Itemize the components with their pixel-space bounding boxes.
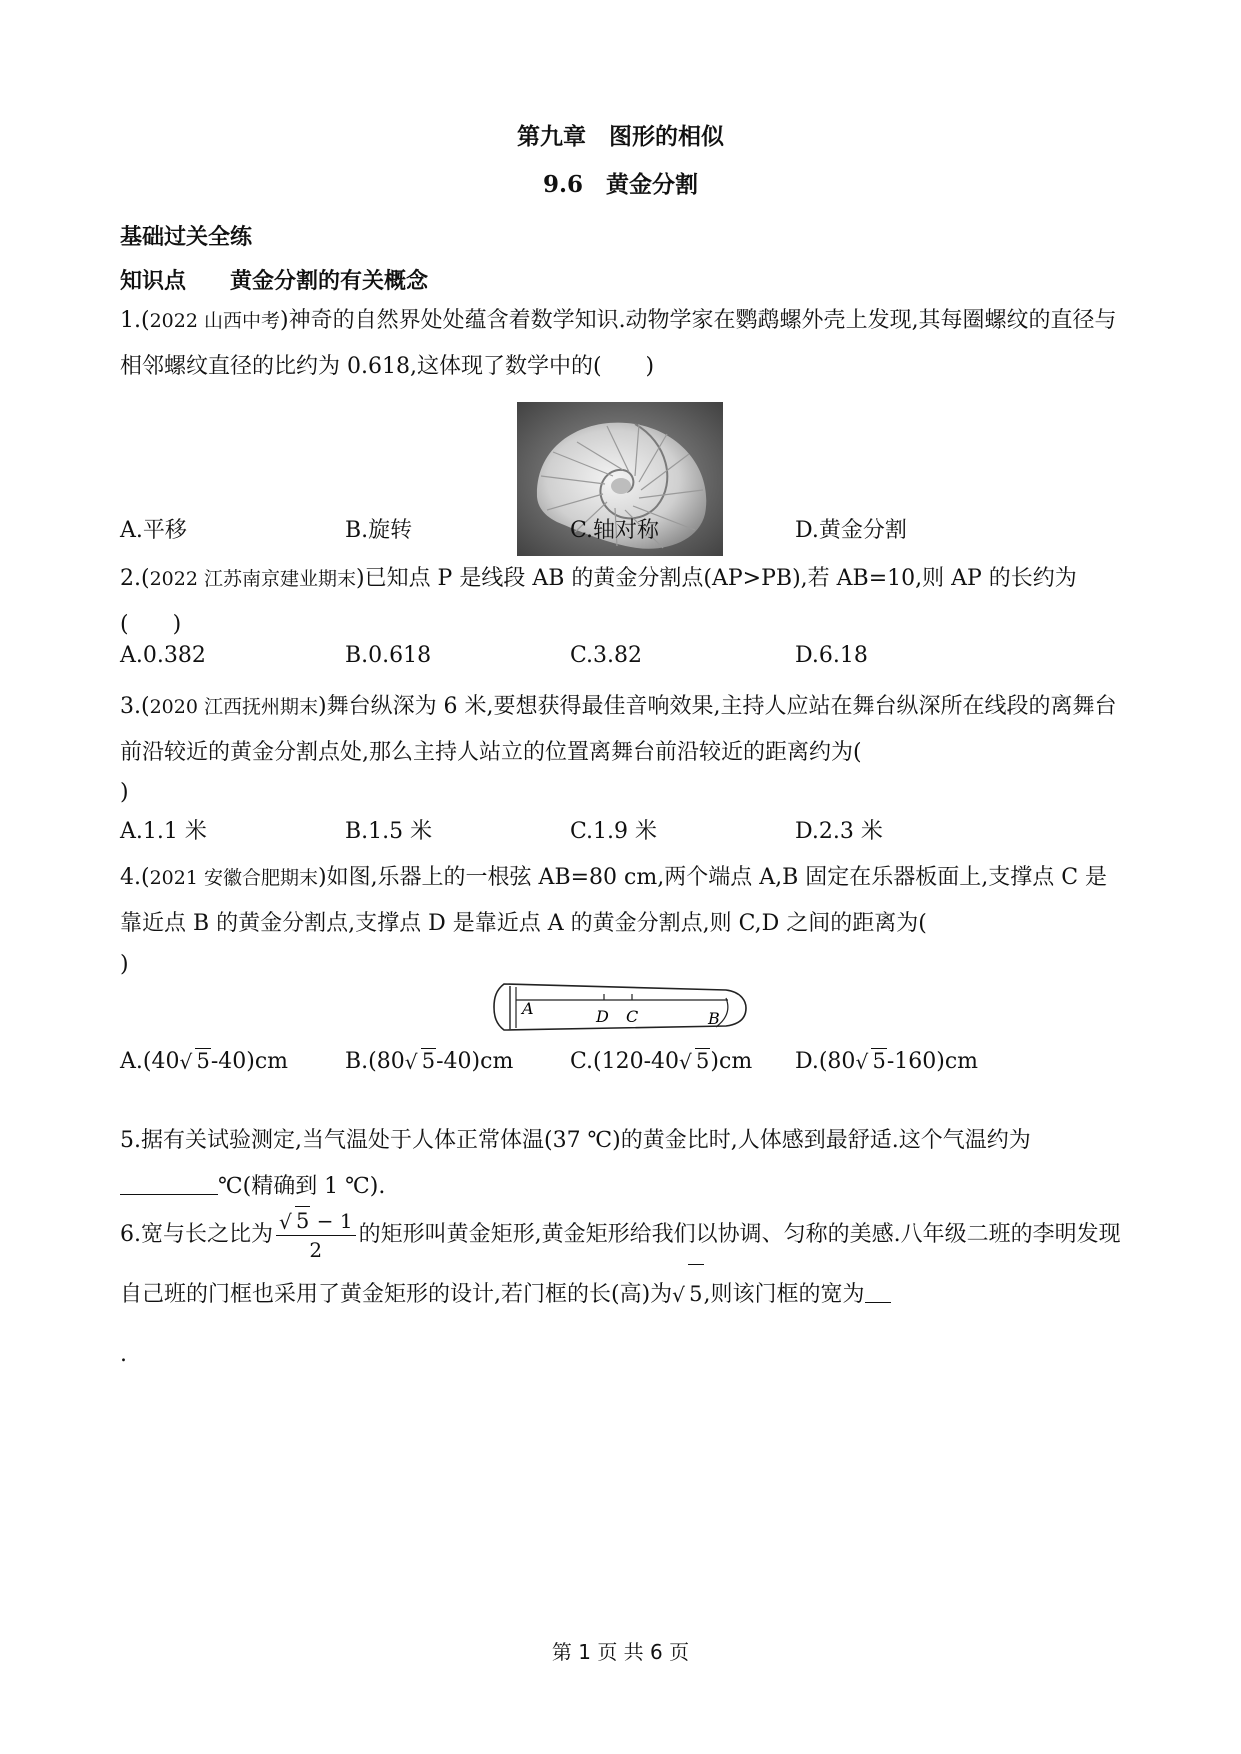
question-text: ℃(精确到 1 ℃).	[218, 1174, 386, 1199]
option-d[interactable]	[795, 1048, 978, 1074]
option-text: -40)cm	[436, 1049, 514, 1074]
option-b[interactable]: B.1.5 米	[345, 819, 433, 844]
option-c[interactable]: C.3.82	[570, 643, 643, 668]
question-number: 2.(	[120, 566, 150, 591]
option-text: -160)cm	[886, 1049, 979, 1074]
fraction	[276, 1206, 356, 1264]
question-number: 3.(	[120, 694, 150, 719]
knowledge-point-heading: 知识点 黄金分割的有关概念	[120, 268, 429, 294]
option-text: -40)cm	[210, 1049, 289, 1074]
radicand: 5	[696, 1049, 710, 1073]
question-text: )已知点 P 是线段 AB 的黄金分割点(AP>PB),若 AB=10,则 AP 的长约为( )	[120, 566, 1077, 637]
practice-heading: 基础过关全练	[120, 224, 253, 250]
question-text: )神奇的自然界处处蕴含着数学知识.动物学家在鹦鹉螺外壳上发现,其每圈螺纹的直径与相邻螺纹直径的比约为 0.618,这体现了数学中的( )	[120, 308, 1117, 379]
option-text: A.(40	[120, 1049, 180, 1074]
question-4-options	[120, 1048, 1120, 1096]
radicand: 5	[872, 1049, 886, 1073]
label-d: D	[596, 1007, 609, 1026]
question-6	[120, 1206, 1128, 1324]
option-d[interactable]: D.黄金分割	[795, 518, 907, 543]
question-text: 6.宽与长之比为	[120, 1222, 273, 1247]
sqrt-symbol: √ 5	[672, 1264, 703, 1324]
sqrt-symbol: √ 5	[404, 1049, 436, 1074]
denominator: 2	[309, 1238, 323, 1262]
question-2-options	[120, 643, 1120, 683]
question-source: 2022 山西中考	[149, 310, 280, 332]
radicand: 5	[295, 1206, 310, 1235]
option-a[interactable]: A.0.382	[120, 643, 206, 668]
label-a: A	[522, 999, 534, 1018]
question-3-options	[120, 814, 1120, 854]
question-3-close-paren: )	[120, 780, 129, 805]
question-1	[120, 298, 1128, 390]
label-b: B	[708, 1009, 720, 1028]
question-text: 的矩形叫黄金矩形,黄金矩形给我们以协调、匀称的美感.八年级二班的李明发现自己班的门框也采用了黄金矩形的设计,若门框的长(高)为	[120, 1222, 1121, 1307]
question-source: 2020 江西抚州期末	[149, 696, 318, 718]
option-a[interactable]: A.1.1 米	[120, 819, 207, 844]
option-c[interactable]: C.1.9 米	[570, 819, 658, 844]
question-text: ,则该门框的宽为	[703, 1282, 865, 1307]
chapter-title: 第九章 图形的相似	[517, 123, 724, 150]
answer-blank[interactable]	[865, 1280, 891, 1303]
option-a[interactable]: A.平移	[120, 518, 187, 543]
question-number: 1.(	[120, 308, 150, 333]
label-c: C	[626, 1007, 639, 1026]
instrument-figure	[490, 980, 752, 1032]
question-2	[120, 556, 1128, 648]
question-text: )舞台纵深为 6 米,要想获得最佳音响效果,主持人应站在舞台纵深所在线段的离舞台前沿较近的黄金分割点处,那么主持人站立的位置离舞台前沿较近的距离约为(	[120, 694, 1117, 765]
sqrt-symbol: √ 5	[855, 1049, 886, 1074]
question-text: 5.据有关试验测定,当气温处于人体正常体温(37 ℃)的黄金比时,人体感到最舒适.这个气温约为	[120, 1128, 1031, 1153]
question-4-close-paren: )	[120, 952, 129, 977]
option-text: C.(120-40	[570, 1049, 680, 1074]
question-4	[120, 855, 1128, 947]
question-text: )如图,乐器上的一根弦 AB=80 cm,两个端点 A,B 固定在乐器板面上,支撑点 C 是靠近点 B 的黄金分割点,支撑点 D 是靠近点 A 的黄金分割点,则 C,D 之间的距离为(	[120, 865, 1108, 936]
numerator-tail: − 1	[310, 1209, 353, 1233]
answer-blank[interactable]	[120, 1172, 218, 1195]
radicand: 5	[421, 1049, 436, 1073]
question-3	[120, 684, 1128, 776]
sqrt-symbol: √ 5	[679, 1049, 710, 1074]
sqrt-symbol: √ 5	[279, 1206, 310, 1235]
question-5	[120, 1118, 1128, 1210]
question-6-end: .	[120, 1342, 127, 1367]
question-1-options	[120, 513, 1120, 553]
sqrt-symbol: √ 5	[179, 1049, 210, 1074]
option-b[interactable]: B.旋转	[345, 518, 413, 543]
question-source: 2021 安徽合肥期末	[149, 867, 318, 889]
option-d[interactable]: D.2.3 米	[795, 819, 883, 844]
radicand: 5	[196, 1049, 210, 1073]
question-number: 4.(	[120, 865, 150, 890]
option-a[interactable]	[120, 1048, 288, 1074]
option-text: D.(80	[795, 1049, 856, 1074]
option-c[interactable]	[570, 1048, 752, 1074]
option-b[interactable]: B.0.618	[345, 643, 432, 668]
option-d[interactable]: D.6.18	[795, 643, 868, 668]
option-text: )cm	[710, 1049, 753, 1074]
page-footer: 第 1 页 共 6 页	[551, 1640, 690, 1664]
section-title: 9.6 黄金分割	[542, 171, 698, 198]
question-source: 2022 江苏南京建业期末	[149, 568, 356, 590]
radicand: 5	[688, 1264, 703, 1323]
option-text: B.(80	[345, 1049, 405, 1074]
option-b[interactable]	[345, 1048, 513, 1074]
option-c[interactable]: C.轴对称	[570, 518, 660, 543]
